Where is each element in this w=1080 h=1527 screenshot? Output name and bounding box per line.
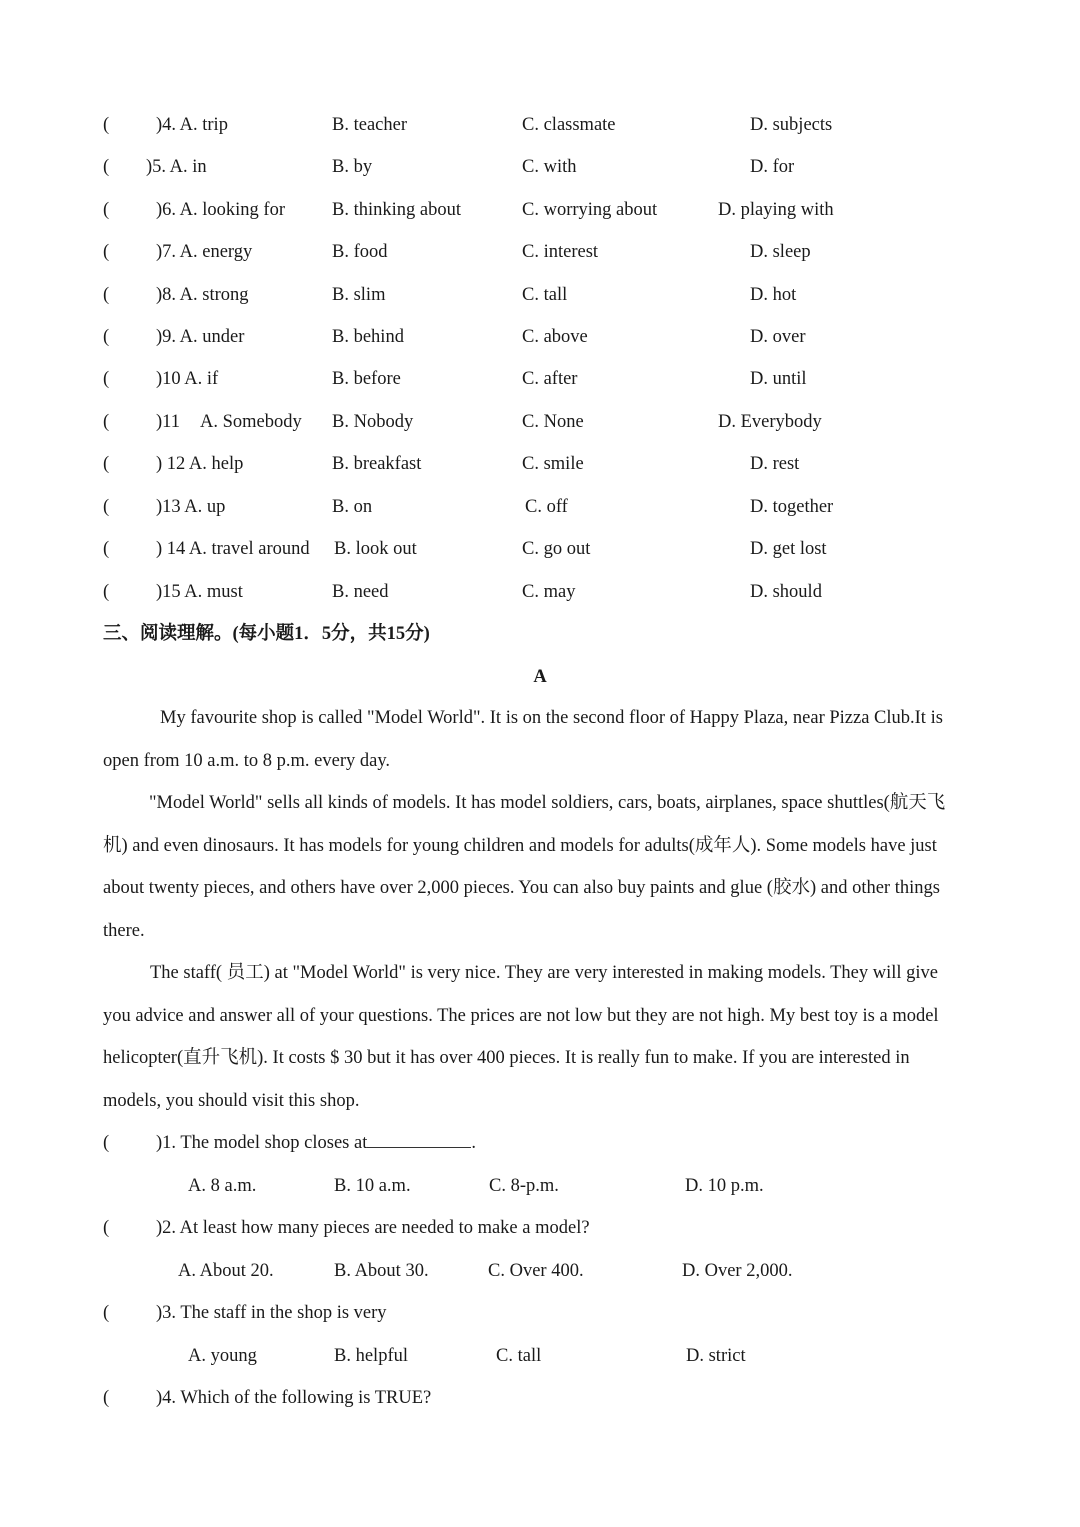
option-b: B. look out — [334, 539, 417, 559]
option-b: B. 10 a.m. — [334, 1176, 411, 1196]
passage-line: "Model World" sells all kinds of models. It has model soldiers, cars, boats, airplanes, space shuttles(航天飞 — [149, 793, 946, 813]
option-a: A. 8 a.m. — [188, 1176, 257, 1196]
option-b: B. behind — [332, 327, 404, 347]
option-a: )6. A. looking for — [156, 200, 285, 220]
answer-paren: ( — [103, 412, 110, 432]
option-c: C. classmate — [522, 115, 616, 135]
answer-paren: ( — [103, 115, 110, 135]
option-c: C. worrying about — [522, 200, 658, 220]
answer-paren: ( — [103, 285, 110, 305]
option-c: C. off — [525, 497, 568, 517]
passage-line: you advice and answer all of your questions. The prices are not low but they are not high. My best toy is a model — [103, 1005, 939, 1026]
answer-paren: ( — [103, 1303, 110, 1323]
question-stem: )3. The staff in the shop is very — [156, 1303, 387, 1323]
option-b: B. teacher — [332, 115, 407, 135]
option-d: D. rest — [750, 454, 800, 474]
answer-paren: ( — [103, 200, 110, 220]
question-stem — [156, 1128, 476, 1158]
option-c: C. Over 400. — [488, 1261, 584, 1281]
option-d: D. subjects — [750, 115, 833, 135]
passage-line: models, you should visit this shop. — [103, 1090, 360, 1111]
option-b: B. helpful — [334, 1346, 408, 1366]
answer-paren: ( — [103, 1388, 110, 1408]
passage-line: The staff( 员工) at "Model World" is very nice. They are very interested in making models. They will give — [150, 963, 939, 983]
answer-paren: ( — [103, 369, 110, 389]
option-b: B. before — [332, 369, 401, 389]
option-b: B. About 30. — [334, 1261, 429, 1281]
option-d: D. over — [750, 327, 806, 347]
option-b: B. Nobody — [332, 412, 414, 432]
answer-paren: ( — [103, 539, 110, 559]
option-c: C. interest — [522, 242, 599, 262]
option-d: D. sleep — [750, 242, 811, 262]
passage-paragraph — [103, 782, 977, 952]
option-a: )10 A. if — [156, 369, 219, 389]
option-a: )8. A. strong — [156, 285, 249, 305]
option-b: B. food — [332, 242, 388, 262]
option-d: D. strict — [686, 1346, 746, 1366]
answer-paren: ( — [103, 454, 110, 474]
option-c: C. None — [522, 412, 584, 432]
option-c: C. may — [522, 582, 576, 602]
answer-paren: ( — [103, 1218, 110, 1238]
option-a: )9. A. under — [156, 327, 245, 347]
option-c: C. 8-p.m. — [489, 1176, 559, 1196]
answer-paren: ( — [103, 327, 110, 347]
option-a: )15 A. must — [156, 582, 243, 602]
option-b: B. slim — [332, 285, 386, 305]
option-c: C. go out — [522, 539, 591, 559]
option-c: C. above — [522, 327, 588, 347]
option-d: D. get lost — [750, 539, 827, 559]
passage-line: 机) and even dinosaurs. It has models for young children and models for adults(成年人). Some models have just — [103, 835, 937, 856]
option-d: D. 10 p.m. — [685, 1176, 764, 1196]
option-b: B. thinking about — [332, 200, 461, 220]
answer-paren: ( — [103, 497, 110, 517]
passage-line: helicopter(直升飞机). It costs $ 30 but it has over 400 pieces. It is really fun to make. If you are interested in — [103, 1048, 910, 1068]
option-c: C. smile — [522, 454, 584, 474]
option-d: D. together — [750, 497, 834, 517]
option-a: A. About 20. — [178, 1261, 274, 1281]
option-d: D. hot — [750, 285, 797, 305]
section-title: 三、阅读理解。(每小题1．5分，共15分) — [103, 624, 430, 644]
option-a: )13 A. up — [156, 497, 226, 517]
option-a: )4. A. trip — [156, 115, 228, 135]
option-c: C. tall — [496, 1346, 542, 1366]
option-d: D. should — [750, 582, 822, 602]
question-stem: )2. At least how many pieces are needed to make a model? — [156, 1218, 590, 1238]
answer-paren: ( — [103, 1133, 110, 1153]
passage-line: My favourite shop is called "Model World". It is on the second floor of Happy Plaza, near Pizza Club.It is — [160, 708, 943, 728]
option-d: D. until — [750, 369, 807, 389]
question-number: )11 — [156, 412, 180, 432]
option-c: C. with — [522, 157, 577, 177]
answer-paren: ( — [103, 582, 110, 602]
option-d: D. Everybody — [718, 412, 822, 432]
passage-paragraph — [103, 697, 977, 782]
option-a: ) 14 A. travel around — [156, 539, 310, 559]
option-a: ) 12 A. help — [156, 454, 244, 474]
answer-blank[interactable] — [367, 1131, 471, 1148]
option-b: B. on — [332, 497, 373, 517]
question-stem-end: . — [471, 1133, 476, 1153]
option-a: )5. A. in — [146, 157, 207, 177]
question-stem-text: )1. The model shop closes at — [156, 1133, 368, 1153]
option-b: B. breakfast — [332, 454, 422, 474]
answer-paren: ( — [103, 242, 110, 262]
option-b: B. need — [332, 582, 389, 602]
option-c: C. after — [522, 369, 578, 389]
passage-line: about twenty pieces, and others have over 2,000 pieces. You can also buy paints and glue (胶水) and other things — [103, 878, 940, 898]
answer-paren: ( — [103, 157, 110, 177]
option-d: D. playing with — [718, 200, 834, 220]
option-a: A. Somebody — [200, 412, 302, 432]
option-a: )7. A. energy — [156, 242, 253, 262]
passage-title: A — [533, 667, 547, 687]
passage-paragraph — [103, 952, 977, 1122]
passage-line: there. — [103, 920, 145, 941]
option-a: A. young — [188, 1346, 257, 1366]
option-d: D. for — [750, 157, 795, 177]
passage-line: open from 10 a.m. to 8 p.m. every day. — [103, 750, 391, 771]
question-stem: )4. Which of the following is TRUE? — [156, 1388, 432, 1408]
option-b: B. by — [332, 157, 373, 177]
option-c: C. tall — [522, 285, 568, 305]
option-d: D. Over 2,000. — [682, 1261, 793, 1281]
